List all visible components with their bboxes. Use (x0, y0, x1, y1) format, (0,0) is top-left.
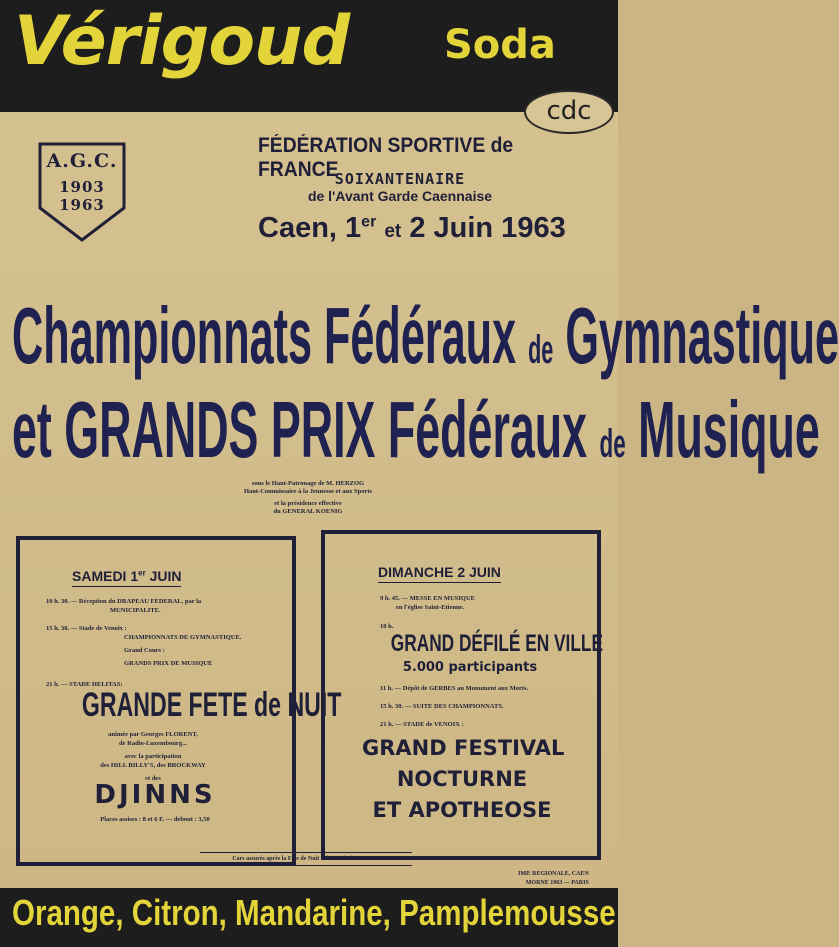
headline-1b: Gymnastique (565, 291, 839, 380)
anniversary-label: SOIXANTENAIRE (334, 170, 466, 188)
event-date (258, 212, 566, 245)
sunday-schedule-b (380, 684, 586, 729)
schedule-item: 10 h. (380, 623, 394, 630)
printer-sub: MORNE 1963 — PARIS (525, 880, 589, 886)
patronage-text (208, 480, 408, 516)
club-name: de l'Avant Garde Caennaise (307, 188, 493, 204)
schedule-item: 21 h. — STADE de VENOIX : (380, 721, 464, 728)
shield-title: A.G.C. (46, 150, 118, 172)
detail-line: animée par Georges FLORENT, (108, 731, 198, 738)
schedule-item: 15 h. 30. — Stade de Venoix : (46, 625, 127, 632)
headline-1-de: de (528, 328, 554, 372)
brand-name: Vérigoud (14, 2, 350, 81)
printer-name: IMP. REGIONALE, CAEN (518, 871, 589, 877)
brand-subtitle: Soda (444, 22, 556, 68)
schedule-item: GRANDS PRIX DE MUSIQUE (124, 660, 213, 667)
festival-line: NOCTURNE (396, 767, 528, 791)
patronage-line: et la présidence effective (274, 500, 342, 507)
headline-2b: Musique (638, 385, 820, 474)
shield-year-start: 1903 (59, 178, 105, 196)
date-and: et (384, 221, 402, 242)
sunday-parade: GRAND DÉFILÉ EN VILLE (390, 630, 603, 657)
sunday-title: DIMANCHE 2 JUIN (378, 564, 501, 583)
shield-year-end: 1963 (59, 196, 105, 214)
saturday-details (58, 730, 248, 783)
sunday-festival (362, 733, 565, 826)
headline-2-de: de (599, 422, 626, 466)
patronage-line: Haut-Commissaire à la Jeunesse et aux Sports (243, 488, 373, 495)
sunday-schedule-a (380, 594, 580, 631)
detail-line: avec la participation (124, 753, 182, 760)
festival-line: GRAND FESTIVAL (362, 736, 565, 760)
transport-note: Cars assurés après la Fête de Nuit et le Festival Nocturne. (200, 852, 412, 866)
saturday-title (72, 568, 181, 587)
printer-credit (518, 870, 589, 888)
saturday-title-text: SAMEDI 1 (72, 568, 139, 584)
federation-title: FÉDÉRATION SPORTIVE de FRANCE (258, 134, 514, 181)
schedule-item: 11 h. — Dépôt de GERBES au Monument aux Morts. (380, 685, 529, 692)
patronage-line: du GENERAL KOENIG (273, 508, 343, 515)
cdc-logo: cdc (524, 90, 614, 134)
sunday-participants: 5.000 participants (402, 660, 538, 675)
saturday-title-sup: er (138, 568, 146, 578)
schedule-item: CHAMPIONNATS DE GYMNASTIQUE. (124, 634, 242, 641)
schedule-item: 15 h. 30. — SUITE DES CHAMPIONNATS. (380, 703, 504, 710)
schedule-item: en l'église Saint-Etienne. (396, 604, 465, 611)
saturday-prices: Places assises : 8 et 6 F. — debout : 3,50 (100, 816, 210, 823)
date-sup: er (361, 213, 377, 231)
saturday-band: DJINNS (94, 780, 216, 810)
schedule-item: 9 h. 45. — MESSE EN MUSIQUE (380, 595, 475, 602)
date-city: Caen, 1 (258, 212, 362, 244)
detail-line: des HILL BILLY'S, des BROCKWAY (100, 762, 206, 769)
schedule-item: Grand Cours : (124, 647, 165, 654)
flavors-list: Orange, Citron, Mandarine, Pamplemousse (12, 892, 616, 933)
schedule-item: 10 h. 30. — Réception du DRAPEAU FEDERAL, par la (46, 598, 202, 605)
saturday-headline: GRANDE FETE de NUIT (81, 686, 342, 724)
headline-line-1 (12, 290, 839, 382)
saturday-schedule (46, 597, 272, 689)
shield-years (38, 178, 126, 214)
detail-line: et des (145, 775, 161, 782)
patronage-line: sous le Haut-Patronage de M. HERZOG (251, 480, 365, 487)
headline-2a: et GRANDS PRIX Fédéraux (12, 385, 588, 474)
date-rest: 2 Juin 1963 (409, 212, 566, 244)
saturday-title-end: JUIN (149, 568, 182, 584)
schedule-item: MUNICIPALITE. (110, 607, 161, 614)
schedule-item: 21 h. — STADE HELITAS: (46, 681, 123, 688)
shield-text (38, 150, 126, 214)
headline-line-2 (12, 384, 820, 476)
festival-line: ET APOTHEOSE (372, 798, 552, 822)
headline-1a: Championnats Fédéraux (12, 291, 517, 380)
detail-line: de Radio-Luxembourg... (119, 740, 187, 747)
